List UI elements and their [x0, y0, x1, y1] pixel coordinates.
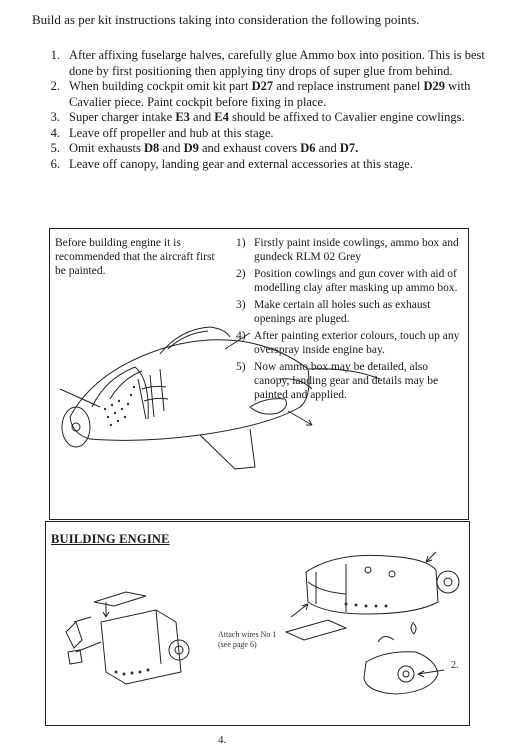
instruction-step	[38, 110, 498, 126]
instruction-step	[38, 48, 498, 79]
step-text-segment: When building cockpit omit kit part	[69, 79, 252, 93]
instruction-step	[38, 126, 498, 142]
painting-step-number: 5)	[236, 361, 246, 373]
intro-text: Build as per kit instructions taking into consideration the following points.	[32, 12, 420, 27]
step-text-segment: and	[159, 141, 184, 155]
step-text	[69, 48, 498, 79]
step-text-segment: and exhaust covers	[198, 141, 301, 155]
painting-step-text: Make certain all holes such as exhaust openings are pluged.	[254, 299, 431, 325]
painting-recommendation: Before building engine it is recommended that the aircraft first be painted.	[55, 237, 215, 277]
part-reference: D9	[183, 141, 199, 155]
step-text	[69, 157, 498, 173]
page-number: 4.	[218, 734, 227, 746]
instruction-step	[38, 157, 498, 173]
instruction-step	[38, 79, 498, 110]
step-number: 5.	[50, 141, 60, 155]
step-text	[69, 126, 498, 142]
part-reference: D8	[144, 141, 160, 155]
step-text	[69, 110, 498, 126]
step-text-segment: and	[315, 141, 340, 155]
step-text-segment: Super charger intake	[69, 110, 176, 124]
part-reference: E4	[214, 110, 229, 124]
painting-step-number: 4)	[236, 330, 246, 342]
step-text-segment: Omit exhausts	[69, 141, 144, 155]
part-reference: D29	[423, 79, 445, 93]
part-reference: E3	[175, 110, 190, 124]
step-text-segment: should be affixed to Cavalier engine cowlings.	[228, 110, 465, 124]
attach-wires-line2: (see page 6)	[218, 640, 257, 649]
step-text-segment: Leave off propeller and hub at this stage.	[69, 125, 274, 140]
painting-notes-box	[49, 228, 469, 520]
step-text	[69, 79, 498, 110]
step-number: 6.	[50, 156, 60, 171]
painting-step-text: Firstly paint inside cowlings, ammo box and gundeck RLM 02 Grey	[254, 237, 459, 263]
step-text	[69, 141, 498, 157]
painting-step-text: Now ammo box may be detailed, also canopy, landing gear and details may be painted and applied.	[254, 361, 439, 401]
painting-step-text: Position cowlings and gun cover with aid of modelling clay after masking up ammo box.	[254, 268, 458, 294]
painting-step-number: 1)	[236, 237, 246, 249]
painting-step-number: 3)	[236, 299, 246, 311]
instruction-steps	[38, 48, 498, 172]
step-text-segment: Leave off canopy, landing gear and external accessories at this stage.	[69, 156, 413, 171]
step-text-segment: and replace instrument panel	[273, 79, 424, 93]
engine-assembly-illustration	[46, 522, 469, 725]
painting-step-number: 2)	[236, 268, 246, 280]
instruction-step	[38, 141, 498, 157]
aircraft-fuselage-illustration	[50, 229, 468, 519]
building-engine-heading: BUILDING ENGINE	[51, 532, 170, 546]
painting-step-text: After painting exterior colours, touch up any overspray inside engine bay.	[254, 330, 460, 356]
step-number: 2.	[50, 79, 60, 93]
callout-label-2: 2.	[451, 660, 459, 671]
step-number: 4.	[50, 125, 60, 140]
step-text-segment: After affixing fuselarge halves, carefully glue Ammo box into position. This is best done by first positioning then applying tiny drops of super glue from behind.	[69, 48, 485, 78]
part-reference: D6	[300, 141, 316, 155]
step-text-segment: and	[189, 110, 215, 124]
part-reference: D27	[251, 79, 274, 93]
step-text-segment: with Cavalier piece. Paint cockpit before fixing in place.	[69, 79, 471, 109]
attach-wires-line1: Attach wires No 1	[218, 630, 277, 639]
step-number: 1.	[50, 48, 60, 62]
part-reference: D7.	[339, 141, 359, 155]
step-number: 3.	[50, 110, 60, 124]
building-engine-box	[45, 521, 470, 726]
